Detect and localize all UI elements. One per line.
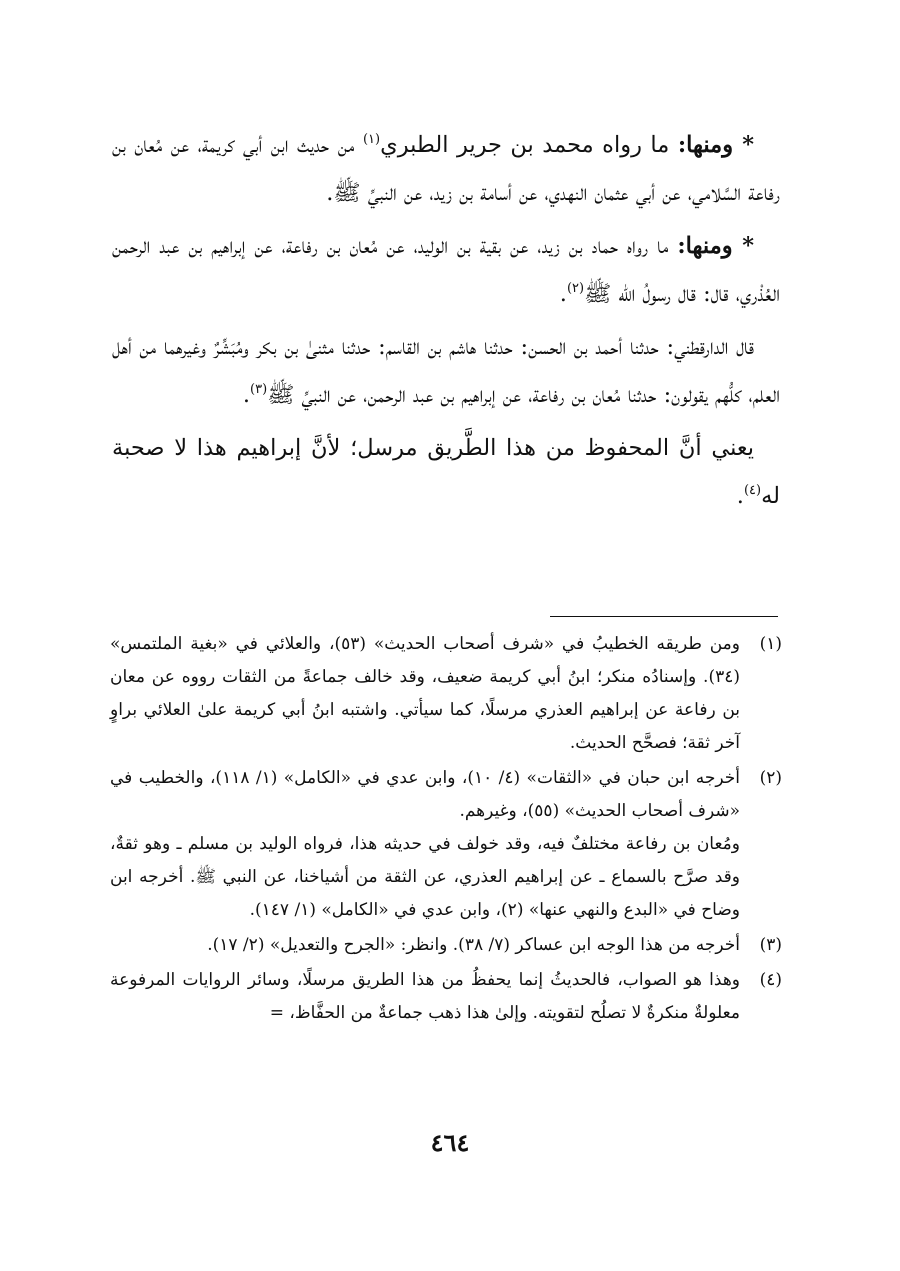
paragraph-1 bbox=[112, 122, 780, 217]
footnote-text: أخرجه ابن حبان في «الثقات» (٤/ ١٠)، وابن عدي في «الكامل» (١/ ١١٨)، والخطيب في «شرف أصحاب الحديث» (٥٥)، وغيرهم. bbox=[110, 768, 740, 821]
paragraph-2-lead: * ومنها: bbox=[677, 233, 754, 259]
footnote-4 bbox=[110, 964, 782, 1030]
paragraph-2 bbox=[112, 223, 780, 318]
paragraph-1-text-cont: من حديث ابن أبي كريمة، عن مُعان بن رفاعة السَّلامي، عن أبي عثمان النهدي، عن أسامة بن زيد، عن النبيِّ ﷺ. bbox=[112, 132, 780, 206]
footnotes bbox=[110, 628, 782, 1032]
footnote-number: (٤) bbox=[759, 970, 782, 990]
footnote-1 bbox=[110, 628, 782, 760]
footnote-text: ومن طريقه الخطيبُ في «شرف أصحاب الحديث» (٥٣)، والعلائي في «بغية الملتمس» (٣٤). وإسنادُه منكر؛ ابنُ أبي كريمة ضعيف، وقد خالف جماعةً من الثقات رووه عن معان بن رفاعة عن إبراهيم العذري مرسلًا، كما سيأتي. واشتبه ابنُ أبي كريمة علىٰ العلائي براوٍ آخر ثقة؛ فصحَّح الحديث. bbox=[110, 634, 740, 753]
page-number: ٤٦٤ bbox=[430, 1128, 470, 1157]
footnote-text: ومُعان بن رفاعة مختلفٌ فيه، وقد خولف في حديثه هذا، فرواه الوليد بن مسلم ـ وهو ثقةٌ، وقد صرَّح بالسماع ـ عن إبراهيم العذري، عن الثقة من أشياخنا، عن النبي ﷺ. أخرجه ابن وضاح في «البدع والنهي عنها» (٢)، وابن عدي في «الكامل» (١/ ١٤٧). bbox=[110, 834, 740, 920]
paragraph-4-text: يعني أنَّ المحفوظ من هذا الطَّريق مرسل؛ لأنَّ إبراهيم هذا لا صحبة له bbox=[112, 435, 780, 509]
footnote-number: (٣) bbox=[759, 935, 782, 955]
paragraph-3-text-cont: . bbox=[242, 381, 251, 408]
paragraph-4 bbox=[112, 425, 780, 520]
paragraph-1-text: ما رواه محمد بن جرير الطبري bbox=[380, 132, 678, 158]
paragraph-1-lead: * ومنها: bbox=[677, 132, 754, 158]
paragraph-3-text: قال الدارقطني: حدثنا أحمد بن الحسن: حدثنا هاشم بن القاسم: حدثنا مثنىٰ بن بكر ومُبَشِّرٌ وغيرهما من أهل العلم، كلُّهم يقولون: حدثنا مُعان بن رفاعة، عن إبراهيم بن عبد الرحمن، عن النبيِّ ﷺ bbox=[112, 334, 780, 408]
footnote-number: (٢) bbox=[759, 768, 782, 788]
footnote-3 bbox=[110, 929, 782, 962]
main-text bbox=[112, 122, 780, 526]
footnote-ref-2: (٢) bbox=[566, 280, 585, 296]
paragraph-4-text-cont: . bbox=[736, 482, 744, 509]
footnote-2 bbox=[110, 762, 782, 927]
footnote-separator bbox=[550, 616, 778, 617]
paragraph-3 bbox=[112, 324, 780, 419]
footnote-ref-1: (١) bbox=[362, 132, 381, 147]
footnote-text: وهذا هو الصواب، فالحديثُ إنما يحفظُ من هذا الطريق مرسلًا، وسائر الروايات المرفوعة معلولةٌ منكرةٌ لا تصلُح لتقويته. وإلىٰ هذا ذهب جماعةٌ من الحفَّاظ، = bbox=[110, 970, 740, 1023]
footnote-ref-4: (٤) bbox=[743, 482, 762, 498]
paragraph-2-text: ما رواه حماد بن زيد، عن بقية بن الوليد، عن مُعان بن رفاعة، عن إبراهيم بن عبد الرحمن العُذْري، قال: قال رسولُ الله ﷺ bbox=[112, 233, 780, 307]
footnote-ref-3: (٣) bbox=[250, 381, 268, 397]
footnote-text: أخرجه من هذا الوجه ابن عساكر (٧/ ٣٨). وانظر: «الجرح والتعديل» (٢/ ١٧). bbox=[207, 935, 740, 955]
footnote-number: (١) bbox=[759, 634, 782, 654]
paragraph-2-text-cont: . bbox=[559, 280, 567, 307]
